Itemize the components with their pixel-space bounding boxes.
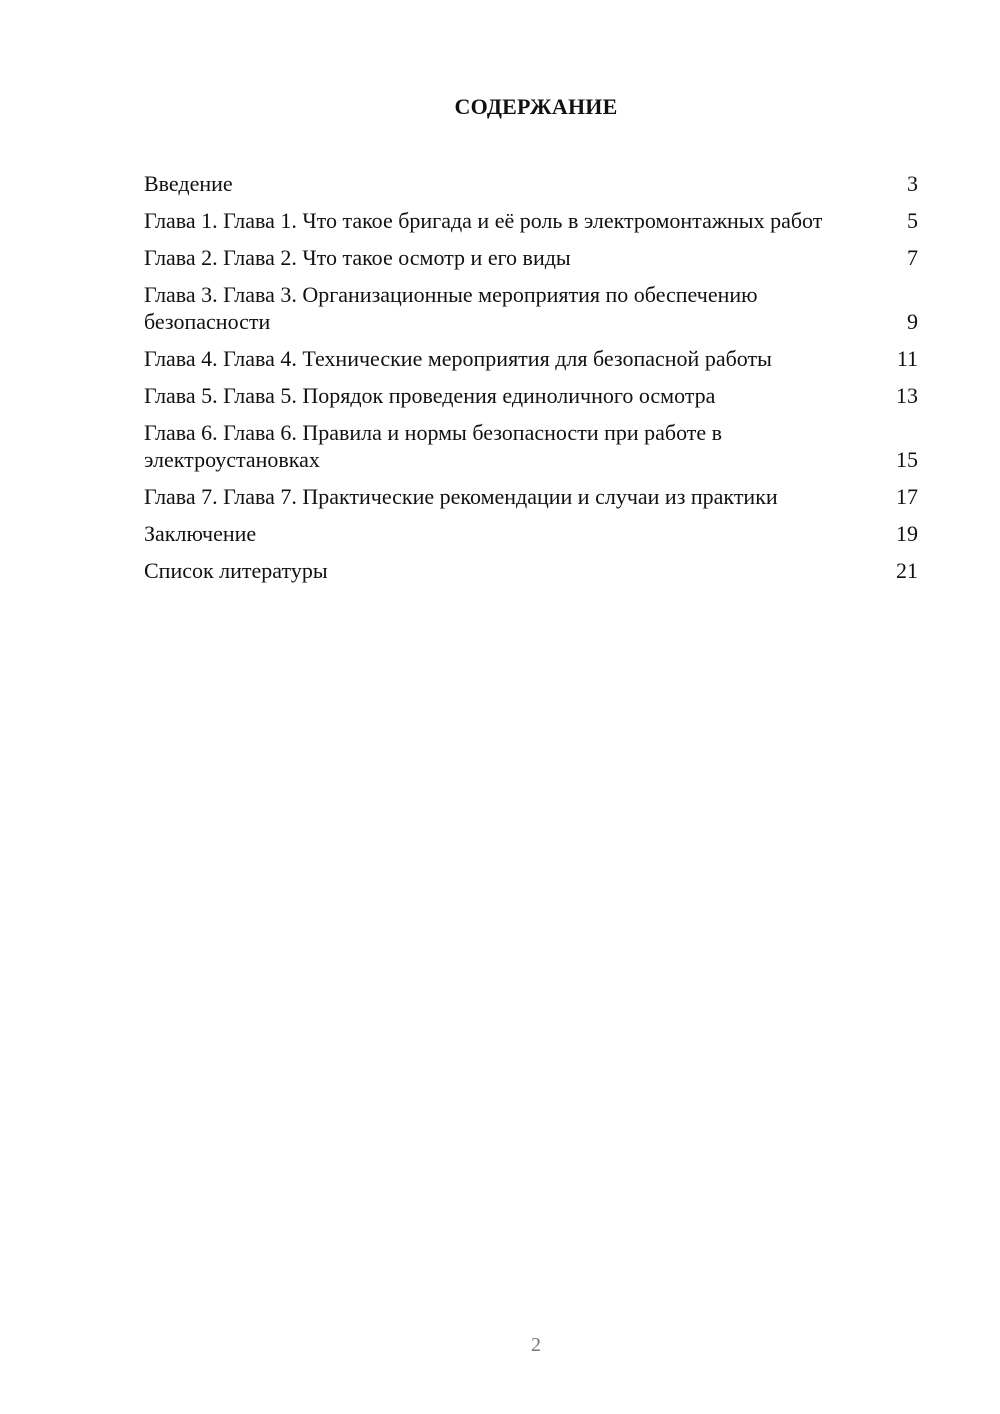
toc-entry-page: 15 [896,447,918,472]
toc-entry-title: Глава 4. Глава 4. Технические мероприятия для безопасной работы [144,346,772,371]
toc-entry-page: 11 [896,346,918,371]
toc-entry-title: Заключение [144,521,257,546]
toc-entry-chapter-6[interactable] [144,419,920,473]
toc-entry-introduction[interactable] [144,170,920,197]
toc-entry-page: 21 [896,558,918,583]
toc-entry-chapter-3[interactable] [144,281,920,335]
toc-entry-title: Глава 3. Глава 3. Организационные мероприятия по обеспечению безопасности [144,282,758,334]
toc-entry-chapter-2[interactable] [144,244,920,271]
toc-entry-page: 7 [907,245,918,270]
toc-entry-page: 3 [907,171,918,196]
toc-entry-chapter-1[interactable] [144,207,920,234]
toc-entry-chapter-5[interactable] [144,382,920,409]
toc-entry-title: Список литературы [144,558,328,583]
toc-entry-title: Глава 1. Глава 1. Что такое бригада и её роль в электромонтажных работ [144,208,823,233]
toc-entry-title: Глава 5. Глава 5. Порядок проведения единоличного осмотра [144,383,716,408]
toc-entry-page: 19 [896,521,918,546]
table-of-contents [144,170,920,594]
toc-entry-page: 9 [907,309,918,334]
toc-entry-title: Глава 6. Глава 6. Правила и нормы безопасности при работе в электроустановках [144,420,723,472]
toc-entry-page: 17 [896,484,918,509]
toc-entry-conclusion[interactable] [144,520,920,547]
page-number: 2 [531,1334,541,1356]
toc-entry-title: Глава 2. Глава 2. Что такое осмотр и его виды [144,245,571,270]
toc-entry-page: 13 [896,383,918,408]
toc-entry-title: Глава 7. Глава 7. Практические рекомендации и случаи из практики [144,484,778,509]
page-title: СОДЕРЖАНИЕ [454,94,618,119]
toc-entry-chapter-4[interactable] [144,345,920,372]
toc-entry-page: 5 [907,208,918,233]
toc-entry-title: Введение [144,171,233,196]
toc-entry-bibliography[interactable] [144,557,920,584]
toc-entry-chapter-7[interactable] [144,483,920,510]
